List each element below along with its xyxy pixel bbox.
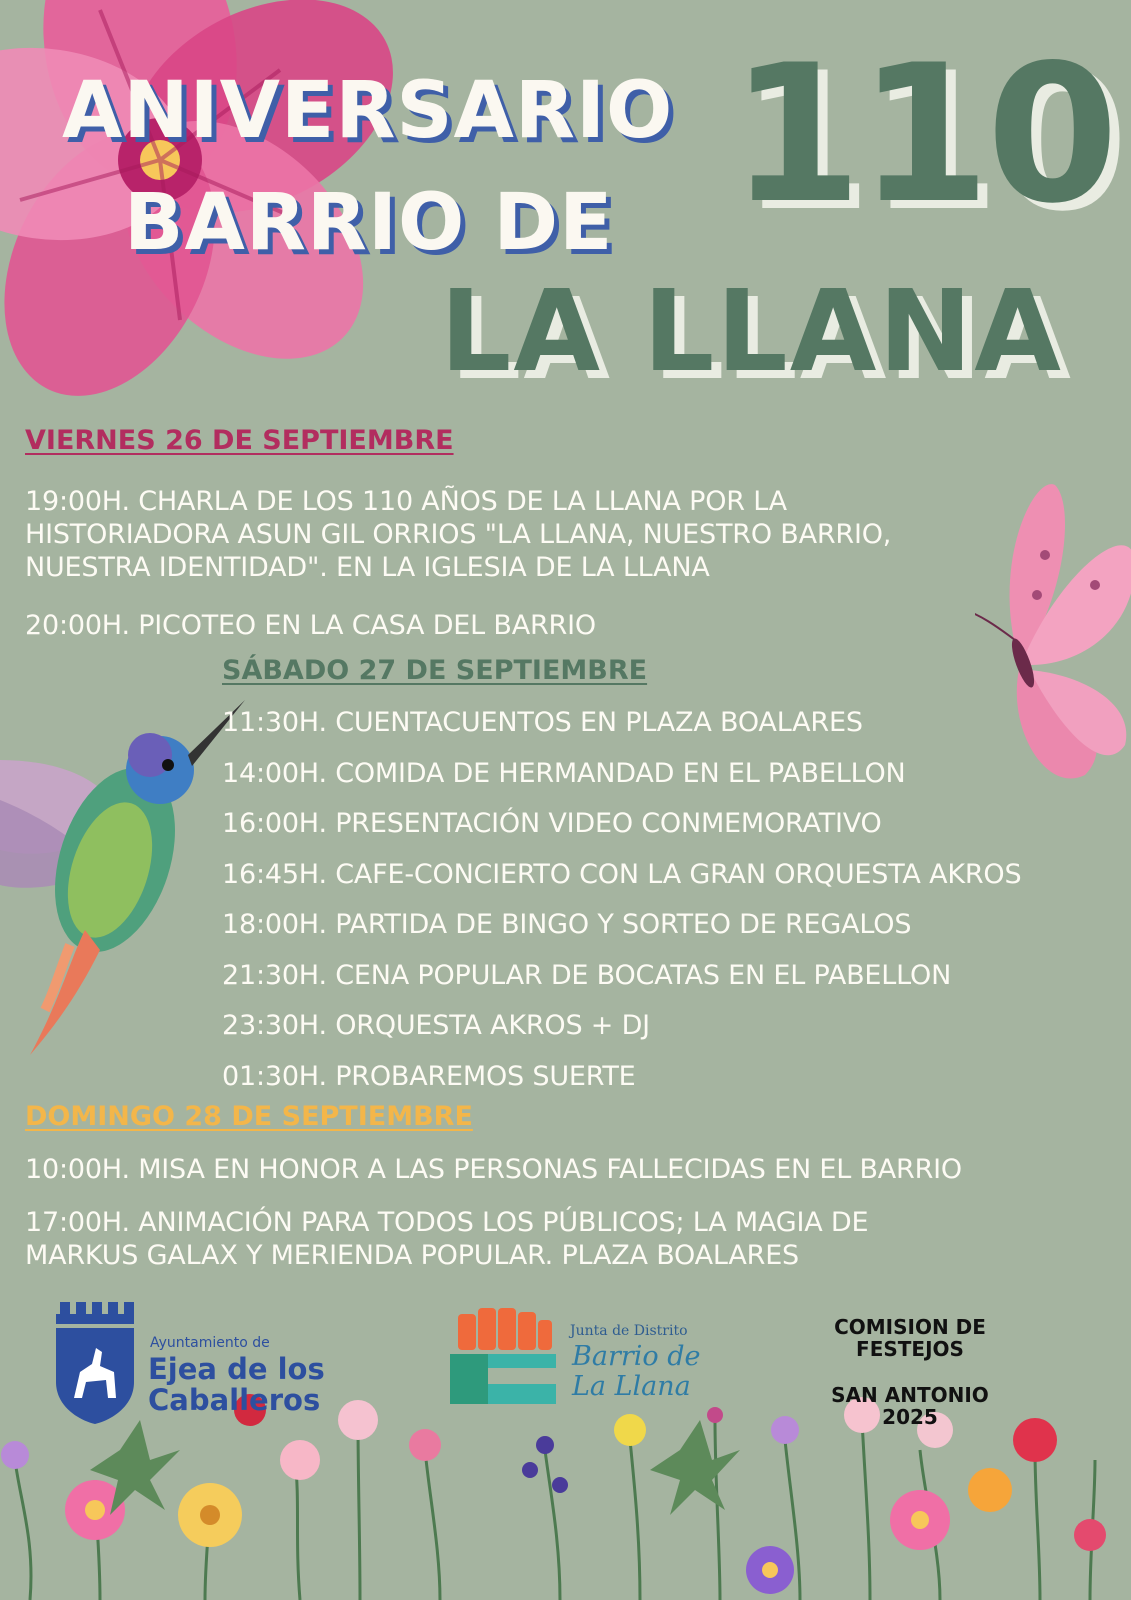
butterfly-illustration <box>975 475 1131 795</box>
ayuntamiento-logo <box>52 1302 332 1427</box>
ayuntamiento-name: Ejea de los Caballeros <box>148 1352 325 1417</box>
saturday-item: 21:30H. CENA POPULAR DE BOCATAS EN EL PABELLON <box>222 960 952 991</box>
saturday-heading: SÁBADO 27 DE SEPTIEMBRE <box>222 655 648 686</box>
ayuntamiento-caption: Ayuntamiento de <box>150 1335 270 1351</box>
fist-logo-icon <box>448 1306 558 1406</box>
sunday-item: 10:00H. MISA EN HONOR A LAS PERSONAS FALLECIDAS EN EL BARRIO <box>25 1154 962 1185</box>
saturday-item: 01:30H. PROBAREMOS SUERTE <box>222 1061 636 1092</box>
sunday-heading: DOMINGO 28 DE SEPTIEMBRE <box>25 1101 473 1132</box>
saturday-item: 11:30H. CUENTACUENTOS EN PLAZA BOALARES <box>222 707 863 738</box>
comision-line: COMISION DE <box>834 1315 986 1339</box>
saturday-item: 16:00H. PRESENTACIÓN VIDEO CONMEMORATIVO <box>222 808 882 839</box>
comision-line: SAN ANTONIO <box>831 1383 989 1407</box>
junta-name: Barrio de La Llana <box>572 1341 701 1402</box>
title-la-llana: LA LLANA <box>440 267 1063 397</box>
saturday-item: 14:00H. COMIDA DE HERMANDAD EN EL PABELLON <box>222 758 906 789</box>
saturday-item: 23:30H. ORQUESTA AKROS + DJ <box>222 1010 650 1041</box>
title-110: 110 <box>730 24 1115 245</box>
comision-festejos <box>800 1316 1020 1428</box>
sunday-item: 17:00H. ANIMACIÓN PARA TODOS LOS PÚBLICOS; LA MAGIA DE MARKUS GALAX Y MERIENDA POPULAR. PLAZA BOALARES <box>25 1207 869 1271</box>
junta-distrito-logo <box>448 1306 748 1406</box>
title-barrio-de: BARRIO DE <box>124 178 614 268</box>
friday-heading: VIERNES 26 DE SEPTIEMBRE <box>25 425 454 456</box>
saturday-item: 16:45H. CAFE-CONCIERTO CON LA GRAN ORQUESTA AKROS <box>222 859 1022 890</box>
junta-caption: Junta de Distrito <box>570 1323 688 1339</box>
comision-year: 2025 <box>882 1405 938 1429</box>
friday-item: 20:00H. PICOTEO EN LA CASA DEL BARRIO <box>25 610 596 641</box>
title-aniversario: ANIVERSARIO <box>62 66 674 156</box>
saturday-item: 18:00H. PARTIDA DE BINGO Y SORTEO DE REGALOS <box>222 909 912 940</box>
comision-line: FESTEJOS <box>856 1337 964 1361</box>
friday-item: 19:00H. CHARLA DE LOS 110 AÑOS DE LA LLANA POR LA HISTORIADORA ASUN GIL ORRIOS "LA LLANA, NUESTRO BARRIO, NUESTRA IDENTIDAD". EN LA IGLESIA DE LA LLANA <box>25 486 892 583</box>
shield-icon <box>52 1302 136 1424</box>
hummingbird-illustration <box>0 700 250 1080</box>
